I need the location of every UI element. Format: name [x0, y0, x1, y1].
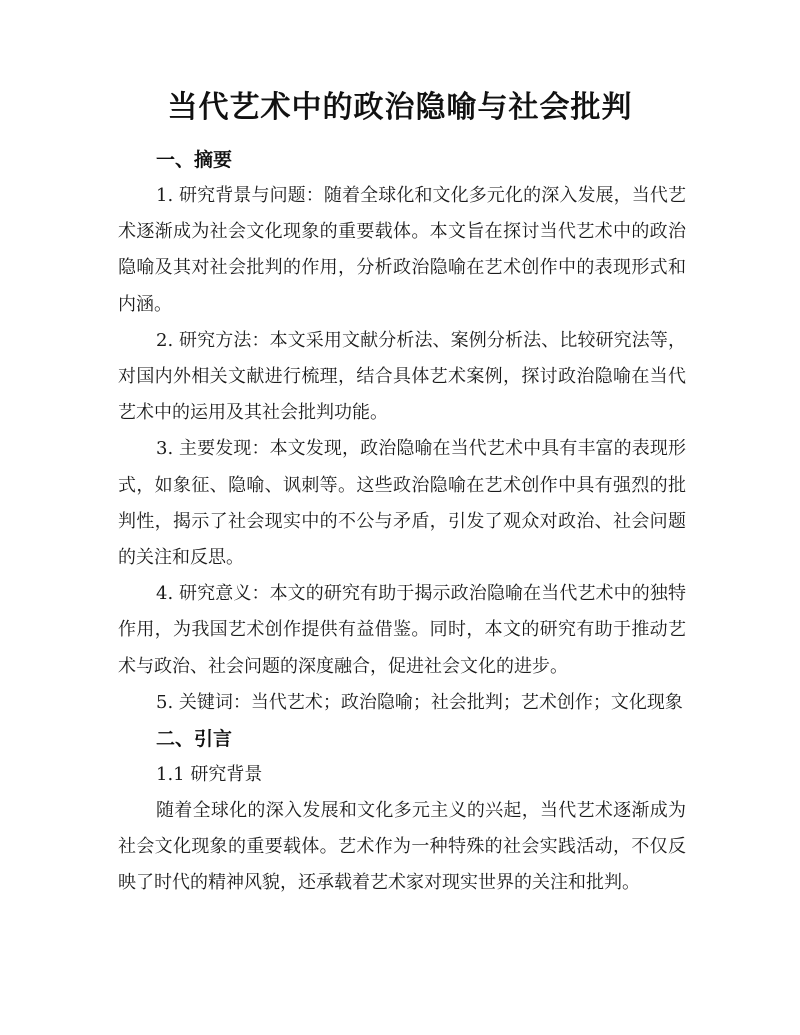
section-heading-abstract: 一、摘要 [156, 149, 233, 171]
abstract-item-text: 研究方法：本文采用文献分析法、案例分析法、比较研究法等，对国内外相关文献进行梳理，结合具体艺术案例，探讨政治隐喻在当代艺术中的运用及其社会批判功能。 [118, 329, 686, 424]
abstract-item-text: 研究背景与问题：随着全球化和文化多元化的深入发展，当代艺术逐渐成为社会文化现象的重要载体。本文旨在探讨当代艺术中的政治隐喻及其对社会批判的作用，分析政治隐喻在艺术创作中的表现形式和内涵。 [118, 185, 686, 315]
abstract-item-3 [118, 431, 686, 576]
abstract-item-number: 1. [156, 185, 180, 206]
abstract-item-text: 研究意义：本文的研究有助于揭示政治隐喻在当代艺术中的独特作用，为我国艺术创作提供有益借鉴。同时，本文的研究有助于推动艺术与政治、社会问题的深度融合，促进社会文化的进步。 [118, 583, 686, 677]
document-body [118, 142, 686, 902]
subsection-heading: 1.1 研究背景 [156, 764, 263, 786]
intro-paragraph: 随着全球化的深入发展和文化多元主义的兴起，当代艺术逐渐成为社会文化现象的重要载体。艺术作为一种特殊的社会实践活动，不仅反映了时代的精神风貌，还承载着艺术家对现实世界的关注和批判。 [118, 800, 686, 894]
abstract-item-5 [118, 685, 686, 721]
abstract-item-number: 3. [156, 438, 180, 460]
section-heading-intro: 二、引言 [156, 728, 233, 751]
abstract-item-number: 2. [156, 329, 180, 351]
abstract-item-4 [118, 576, 686, 685]
abstract-item-text: 主要发现：本文发现，政治隐喻在当代艺术中具有丰富的表现形式，如象征、隐喻、讽刺等。这些政治隐喻在艺术创作中具有强烈的批判性，揭示了社会现实中的不公与矛盾，引发了观众对政治、社会问题的关注和反思。 [118, 438, 686, 569]
abstract-item-1 [118, 178, 686, 323]
abstract-item-number: 5. [156, 691, 179, 713]
document-title: 当代艺术中的政治隐喻与社会批判 [167, 90, 633, 125]
abstract-item-2 [118, 323, 686, 432]
abstract-item-text: 关键词：当代艺术；政治隐喻；社会批判；艺术创作；文化现象 [178, 691, 683, 713]
abstract-item-number: 4. [156, 583, 180, 605]
